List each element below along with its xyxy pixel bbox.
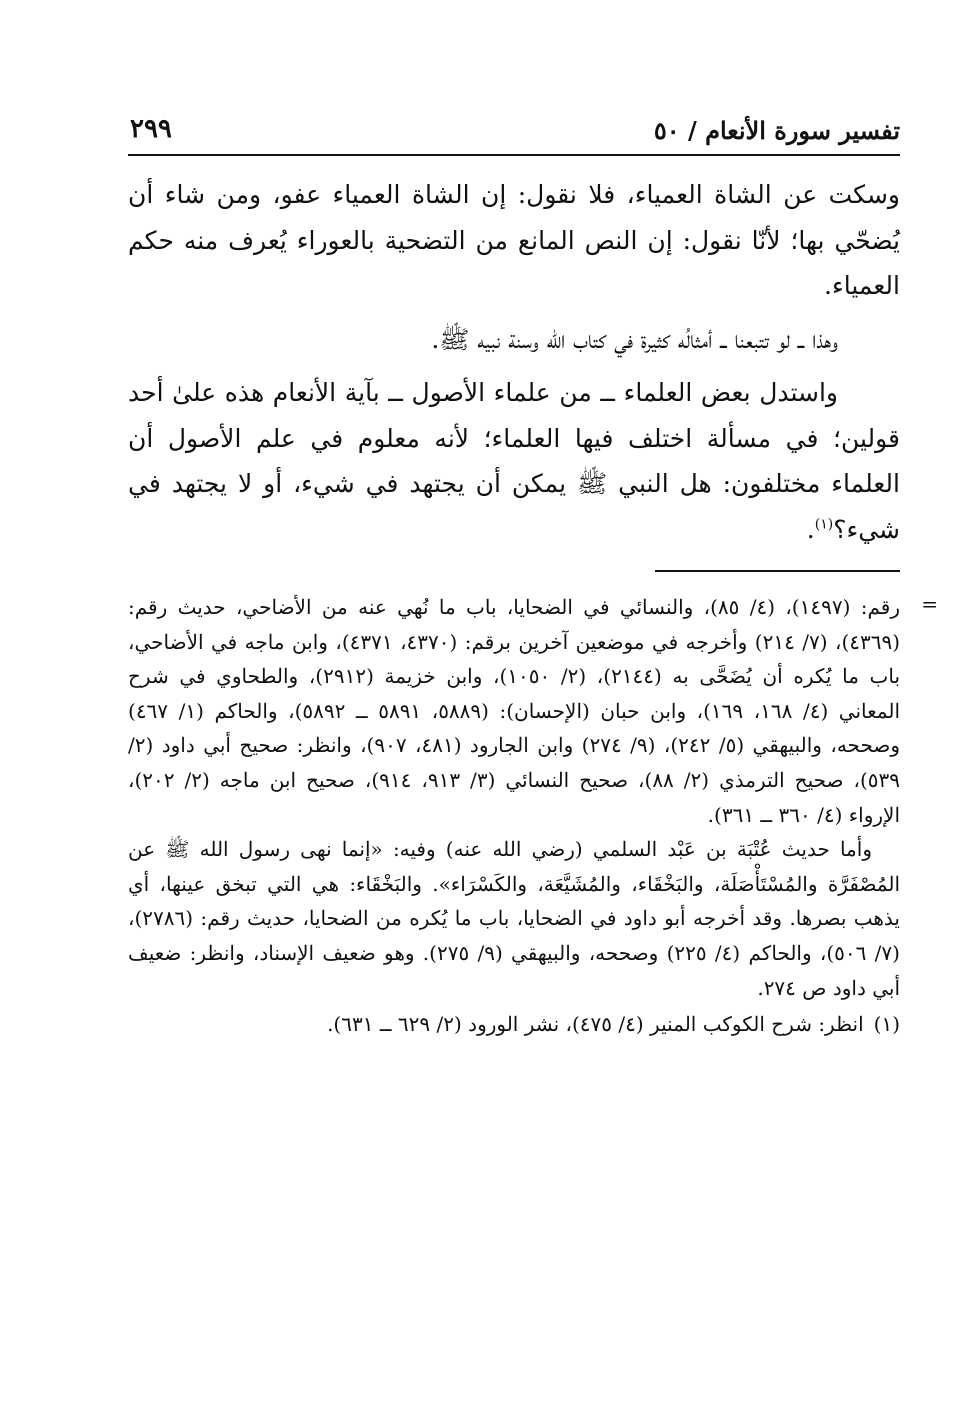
footnote-1 [128, 1007, 900, 1042]
footnote-1-number: (١) [873, 1012, 900, 1037]
paragraph-1: وسكت عن الشاة العمياء، فلا نقول: إن الشاة العمياء عفو، ومن شاء أن يُضحّي بها؛ لأنّا نقول: إن النص المانع من التضحية بالعوراء يُعرف منه حكم العمياء. [128, 180, 900, 300]
footnote-ref-1[interactable]: (١) [814, 516, 834, 533]
footnote-continuation-mark: = [921, 592, 938, 616]
paragraph-2: وهذا ــ لو تتبعنا ــ أمثالُه كثيرة في كتاب الله وسنة نبيه ﷺ. [431, 324, 838, 354]
paragraph-3-end: . [806, 514, 815, 544]
paragraph-3-text: واستدل بعض العلماء ــ من علماء الأصول ــ بآية الأنعام هذه علىٰ أحد قولين؛ في مسألة اختلف فيها العلماء؛ لأنه معلوم في علم الأصول أن العلماء مختلفون: هل النبي ﷺ يمكن أن يجتهد في شيء، أو لا يجتهد في شيء؟ [128, 378, 900, 544]
footnote-continued-paragraph: رقم: (١٤٩٧)، (٤/ ٨٥)، والنسائي في الضحايا، باب ما نُهي عنه من الأضاحي، حديث رقم: (٤٣٦٩)، (٧/ ٢١٤) وأخرجه في موضعين آخرين برقم: (٤٣٧٠، ٤٣٧١)، وابن ماجه في الأضاحي، باب ما يُكره أن يُضَحَّى به (٢١٤٤)، (٢/ ١٠٥٠)، وابن خزيمة (٢٩١٢)، والطحاوي في شرح المعاني (٤/ ١٦٨، ١٦٩)، وابن حبان (الإحسان): (٥٨٨٩، ٥٨٩١ ــ ٥٨٩٢)، والحاكم (١/ ٤٦٧) وصححه، والبيهقي (٥/ ٢٤٢)، (٩/ ٢٧٤) وابن الجارود (٤٨١، ٩٠٧)، وانظر: صحيح أبي داود (٢/ ٥٣٩)، صحيح الترمذي (٢/ ٨٨)، صحيح النسائي (٣/ ٩١٣، ٩١٤)، صحيح ابن ماجه (٢/ ٢٠٢)، الإرواء (٤/ ٣٦٠ ــ ٣٦١). [128, 595, 901, 827]
page-number: ٢٩٩ [130, 114, 172, 144]
paragraph-3 [128, 370, 900, 552]
running-head: تفسير سورة الأنعام / ٥٠ [653, 116, 900, 145]
footnote-paragraph-2: وأما حديث عُتْبَة بن عَبْد السلمي (رضي الله عنه) وفيه: «إنما نهى رسول الله ﷺ عن المُصْفَرَّة والمُسْتَأْصَلَة، والبَخْقَاء، والمُشَيَّعَة، والكَسْرَاء». والبَخْقَاء: هي التي تبخق عينها، أي يذهب بصرها. وقد أخرجه أبو داود في الضحايا، باب ما يُكره من الضحايا، حديث رقم: (٢٧٨٦)، (٧/ ٥٠٦)، والحاكم (٤/ ٢٢٥) وصححه، والبيهقي (٩/ ٢٧٥). وهو ضعيف الإسناد، وانظر: ضعيف أبي داود ص ٢٧٤. [128, 837, 901, 1000]
main-text [128, 172, 900, 552]
footnote-separator [655, 570, 900, 572]
footnote-1-text: انظر: شرح الكوكب المنير (٤/ ٤٧٥)، نشر الورود (٢/ ٦٢٩ ــ ٦٣١). [327, 1012, 864, 1037]
book-page [128, 112, 938, 1042]
footnotes [128, 590, 938, 1042]
page-header [128, 112, 900, 156]
